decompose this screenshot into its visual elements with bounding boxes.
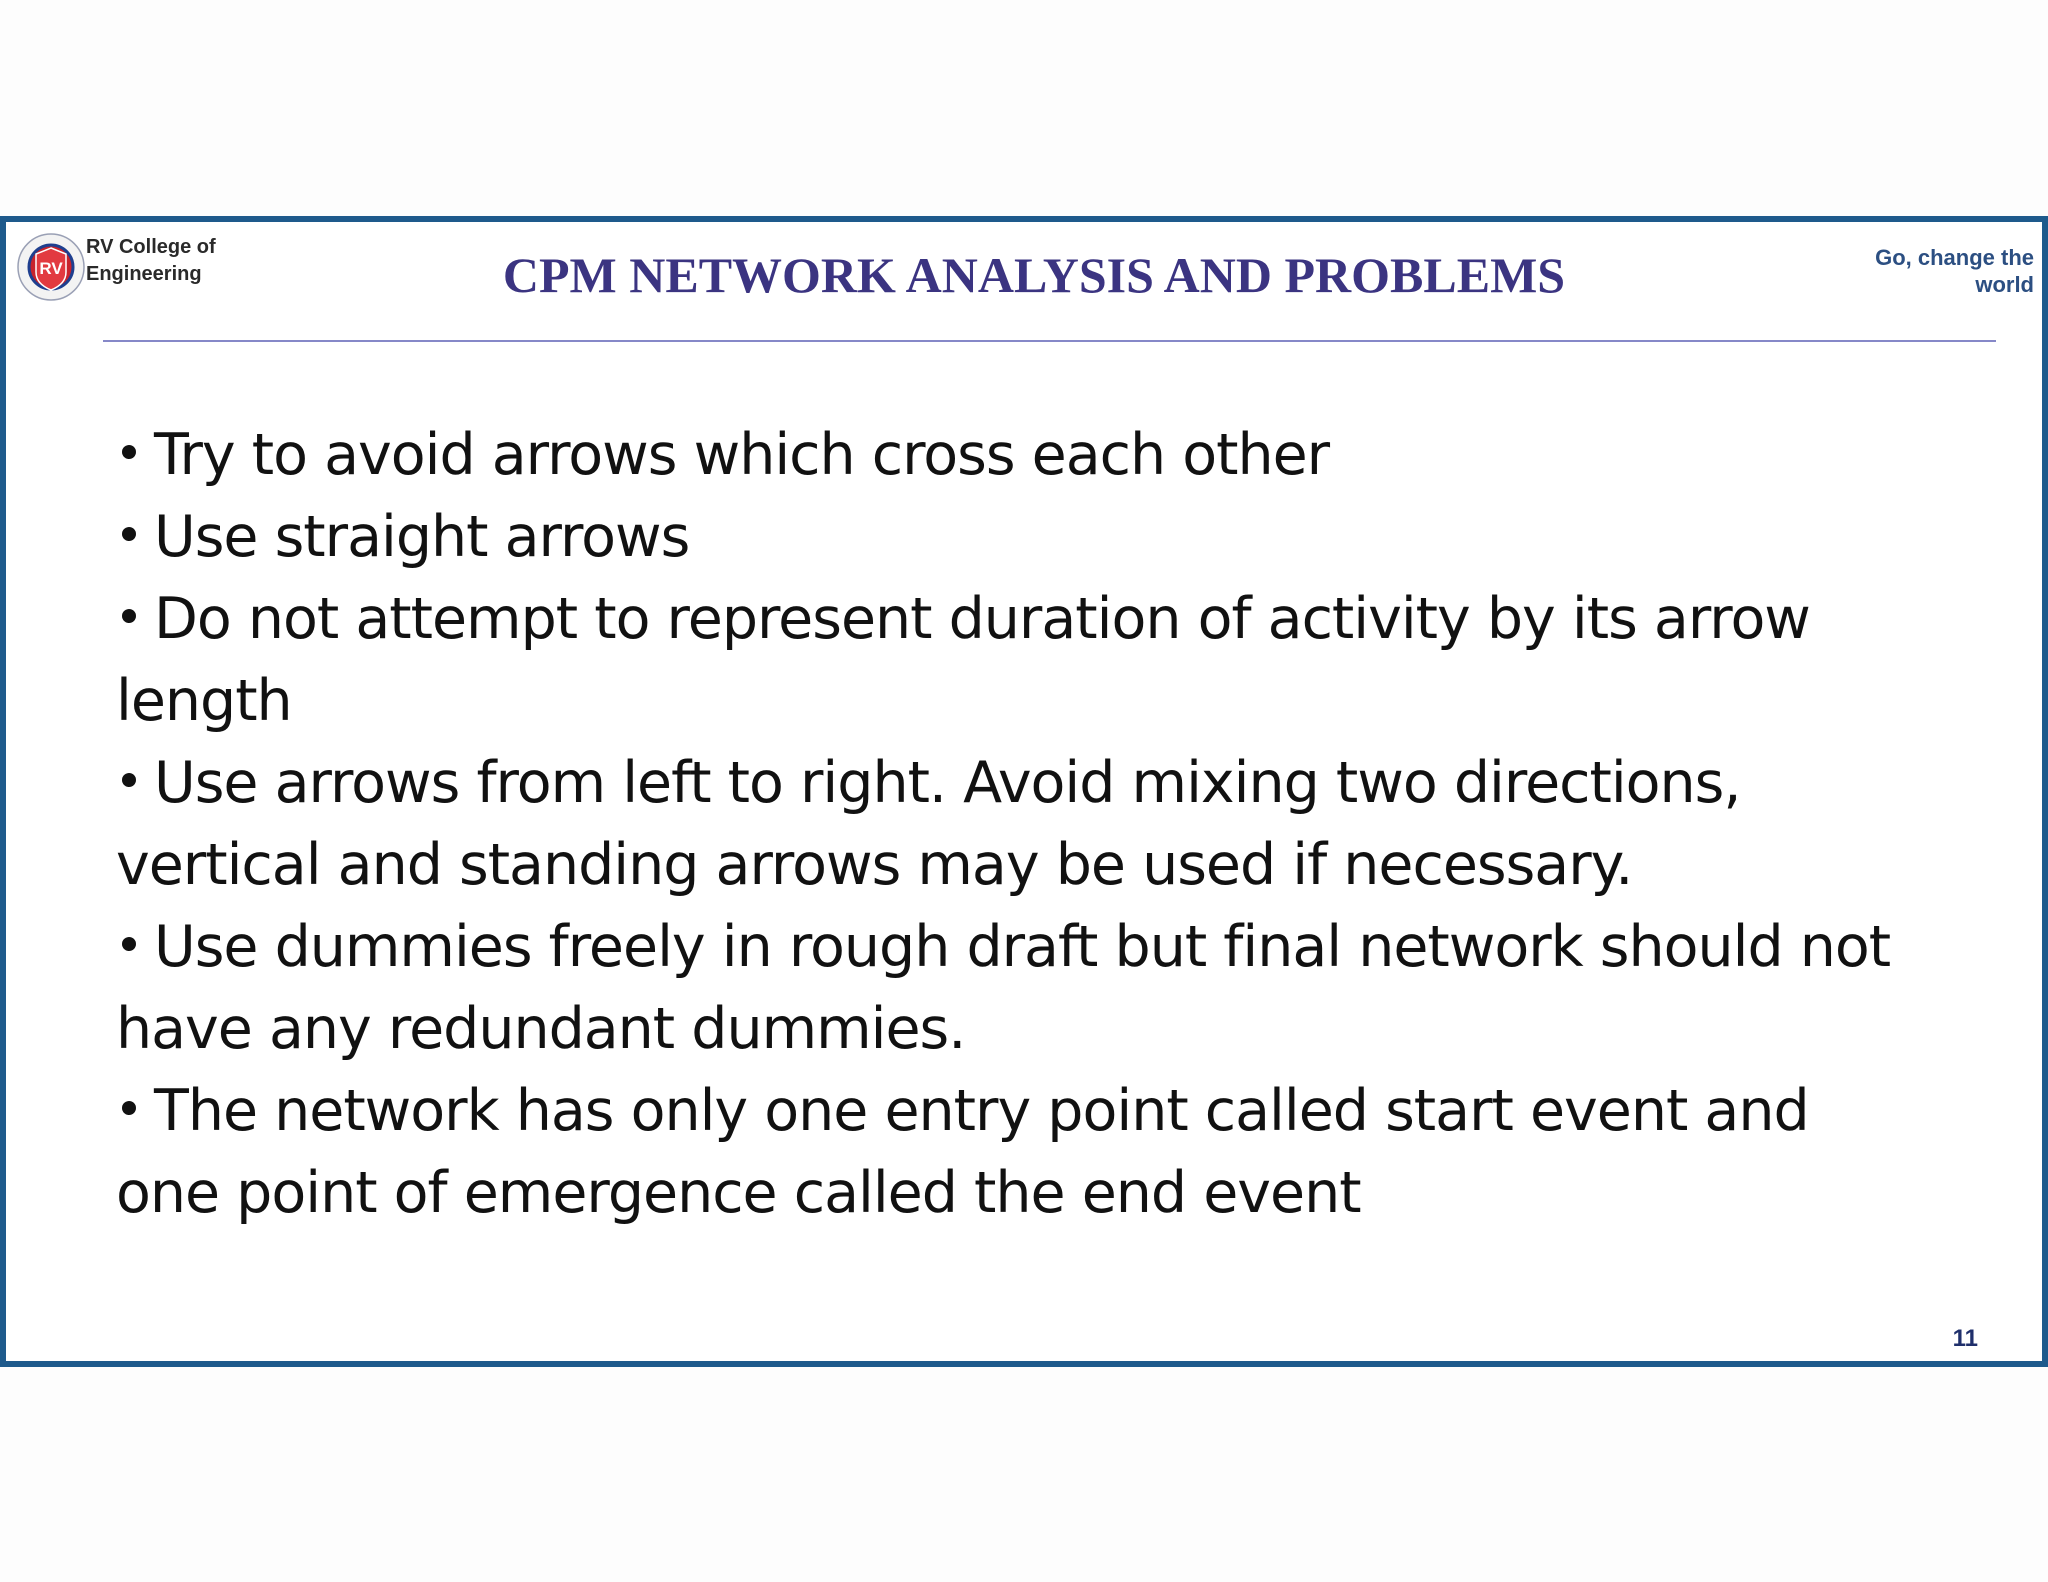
bullet-list [116, 414, 1916, 1234]
bullet-dot-icon [122, 937, 136, 951]
page-number: 11 [1952, 1325, 1978, 1352]
tagline [1875, 244, 2034, 298]
bullet-text: Try to avoid arrows which cross each other [154, 422, 1330, 488]
bullet-text: Use straight arrows [154, 504, 690, 570]
bullet-text: Use arrows from left to right. Avoid mixing two directions, vertical and standing arrows may be used if necessary. [116, 750, 1741, 898]
bullet-dot-icon [122, 445, 136, 459]
bullet-text: Do not attempt to represent duration of activity by its arrow length [116, 586, 1810, 734]
bullet-dot-icon [122, 1101, 136, 1115]
bullet-item [116, 414, 1916, 496]
header-divider [103, 340, 1996, 342]
slide [0, 216, 2048, 1367]
bullet-text: The network has only one entry point called start event and one point of emergence called the end event [116, 1078, 1809, 1226]
bullet-item [116, 578, 1916, 742]
bullet-dot-icon [122, 773, 136, 787]
bullet-item [116, 906, 1916, 1070]
bullet-dot-icon [122, 527, 136, 541]
bullet-text: Use dummies freely in rough draft but final network should not have any redundant dummies. [116, 914, 1891, 1062]
tagline-line2: world [1975, 272, 2034, 297]
slide-title: CPM NETWORK ANALYSIS AND PROBLEMS [502, 247, 1566, 303]
college-name-line2: Engineering [86, 263, 202, 285]
bullet-item [116, 1070, 1916, 1234]
bullet-dot-icon [122, 609, 136, 623]
logo-text: RV [39, 259, 63, 278]
college-name-line1: RV College of [86, 236, 216, 258]
bullet-item [116, 742, 1916, 906]
bullet-item [116, 496, 1916, 578]
tagline-line1: Go, change the [1875, 245, 2034, 270]
